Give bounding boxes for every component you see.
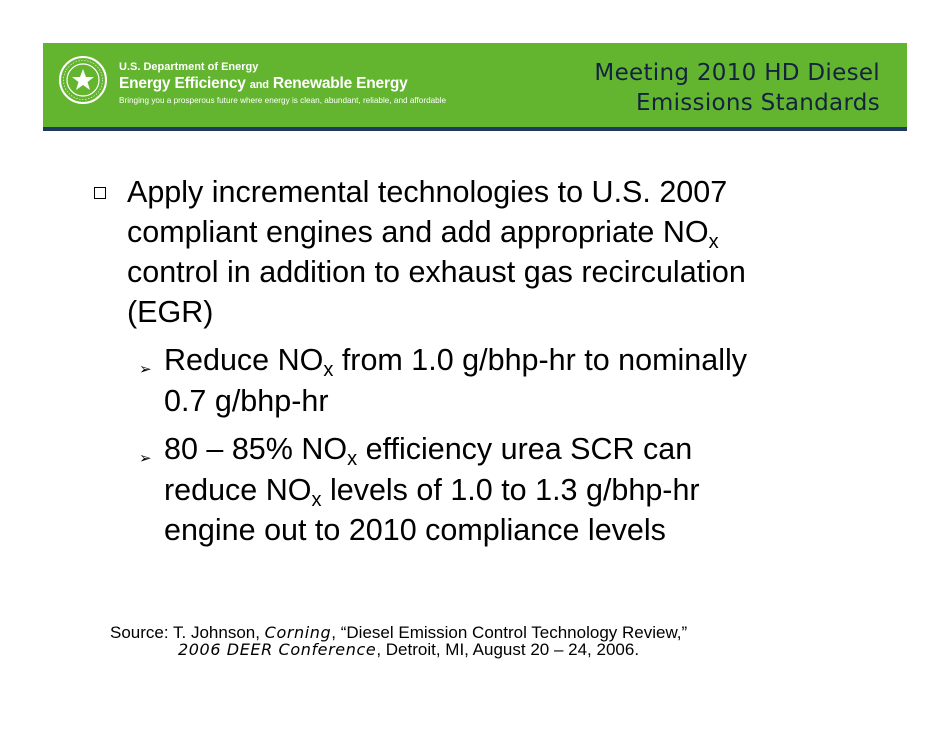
org-name-and: and	[249, 79, 269, 91]
sub-bullet-2-line-2-text-b: levels of 1.0 to 1.3 g/bhp-hr	[321, 473, 700, 507]
sub-bullet-1-line-2: 0.7 g/bhp-hr	[164, 384, 329, 418]
sub-bullet-2-text-b: efficiency urea SCR can	[357, 432, 693, 466]
header-divider	[43, 127, 907, 131]
org-name-part-b: Renewable Energy	[272, 75, 408, 92]
sub-bullet-2-line-2-text-a: reduce NO	[164, 473, 312, 507]
arrow-bullet-icon: ➢	[139, 450, 152, 467]
nox-subscript: x	[347, 448, 358, 470]
org-office-name	[119, 74, 446, 95]
main-bullet-line-3: control in addition to exhaust gas recirculation	[127, 255, 746, 289]
nox-subscript: x	[323, 359, 334, 381]
doe-seal-logo	[58, 55, 108, 105]
sub-bullet-1-text-a: Reduce NO	[164, 343, 324, 377]
slide-title	[594, 58, 880, 118]
sub-bullet-2-text-a: 80 – 85% NO	[164, 432, 348, 466]
source-affiliation: Corning	[264, 623, 332, 642]
main-bullet-line-4: (EGR)	[127, 295, 214, 329]
source-title: , “Diesel Emission Control Technology Review,”	[331, 623, 688, 642]
org-identity	[119, 61, 446, 106]
nox-subscript: x	[708, 231, 719, 253]
main-bullet-line-2-text: compliant engines and add appropriate NO	[127, 215, 709, 249]
slide-title-line-2: Emissions Standards	[636, 90, 880, 116]
nox-subscript: x	[311, 489, 322, 511]
source-conference: 2006 DEER Conference	[178, 640, 377, 659]
source-location-date: , Detroit, MI, August 20 – 24, 2006.	[376, 640, 640, 659]
sub-bullet-2-line-1	[164, 430, 692, 468]
main-bullet-line-2	[127, 213, 719, 251]
checkbox-bullet-icon	[94, 187, 106, 199]
sub-bullet-2-line-3: engine out to 2010 compliance levels	[164, 513, 666, 547]
source-citation-line-2	[178, 640, 639, 660]
source-prefix: Source: T. Johnson,	[110, 623, 265, 642]
sub-bullet-1-text-b: from 1.0 g/bhp-hr to nominally	[333, 343, 748, 377]
sub-bullet-2-line-2	[164, 471, 700, 509]
arrow-bullet-icon: ➢	[139, 361, 152, 378]
org-name-part-a: Energy Efficiency	[119, 75, 246, 92]
org-tagline: Bringing you a prosperous future where energy is clean, abundant, reliable, and affordable	[119, 96, 447, 105]
slide-title-line-1: Meeting 2010 HD Diesel	[594, 60, 880, 86]
main-bullet-line-1: Apply incremental technologies to U.S. 2007	[127, 175, 728, 209]
sub-bullet-1-line-1	[164, 341, 747, 379]
org-department: U.S. Department of Energy	[119, 61, 259, 73]
